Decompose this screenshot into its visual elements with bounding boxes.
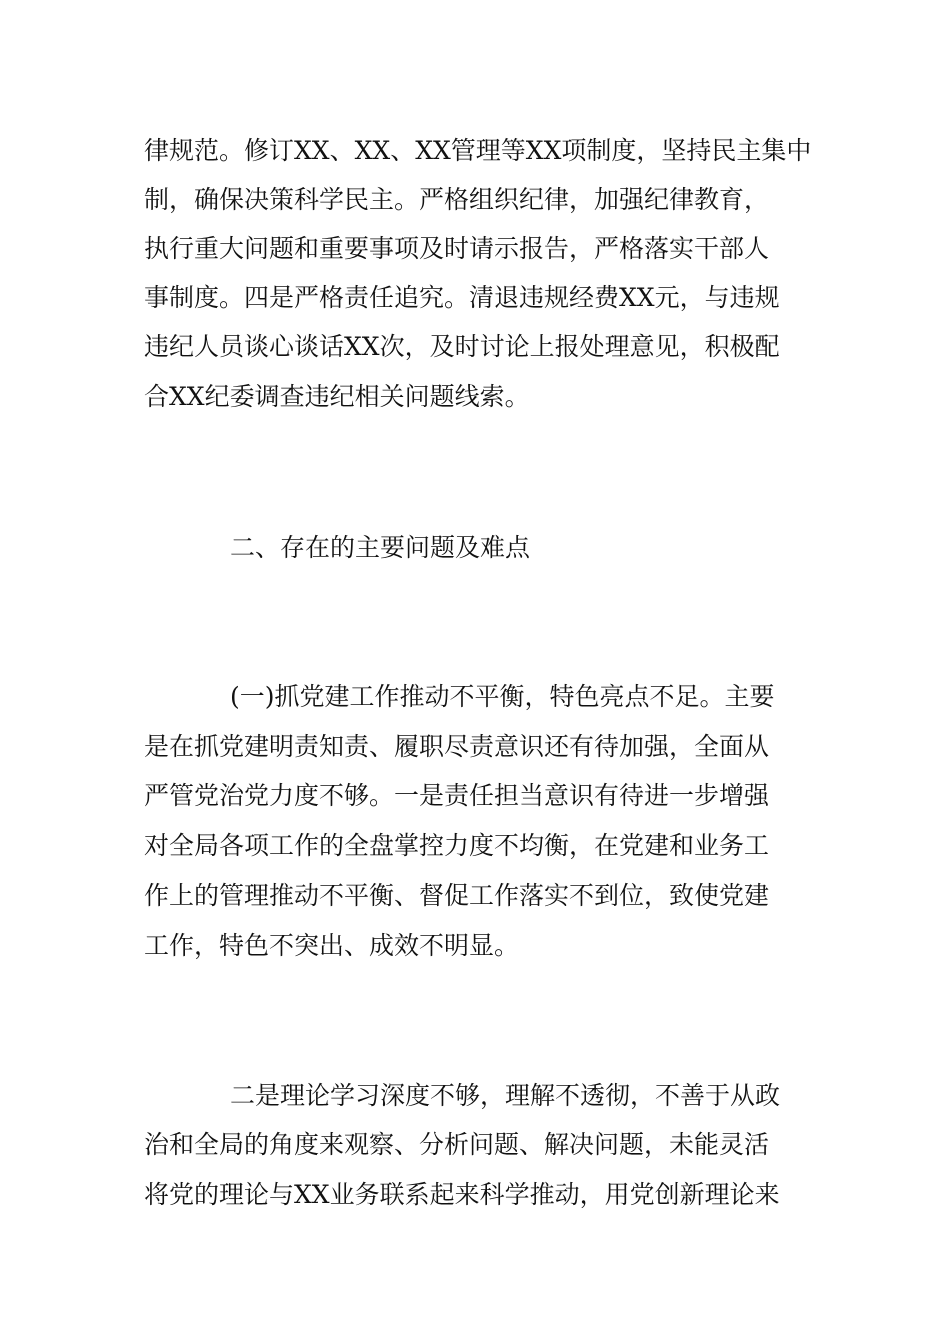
- paragraph-line: 严管党治党力度不够。一是责任担当意识有待进一步增强: [144, 781, 770, 810]
- paragraph-line: 治和全局的角度来观察、分析问题、解决问题，未能灵活: [144, 1130, 770, 1159]
- paragraph-line: 制，确保决策科学民主。严格组织纪律，加强纪律教育，: [144, 185, 770, 214]
- paragraph-line: 工作，特色不突出、成效不明显。: [144, 931, 520, 960]
- paragraph-line: 对全局各项工作的全盘掌控力度不均衡，在党建和业务工: [144, 831, 770, 860]
- section-heading: 二、存在的主要问题及难点: [230, 533, 531, 562]
- paragraph-line: 二是理论学习深度不够，理解不透彻，不善于从政: [230, 1081, 781, 1110]
- paragraph-line: 律规范。修订XX、XX、XX管理等XX项制度，坚持民主集中: [144, 136, 812, 165]
- paragraph-line: 是在抓党建明责知责、履职尽责意识还有待加强，全面从: [144, 732, 770, 761]
- paragraph-line: 合XX纪委调查违纪相关问题线索。: [144, 382, 530, 411]
- paragraph-line: 违纪人员谈心谈话XX次，及时讨论上报处理意见，积极配: [144, 332, 780, 361]
- paragraph-line: 事制度。四是严格责任追究。清退违规经费XX元，与违规: [144, 283, 780, 312]
- paragraph-line: 作上的管理推动不平衡、督促工作落实不到位，致使党建: [144, 881, 770, 910]
- paragraph-line: 执行重大问题和重要事项及时请示报告，严格落实干部人: [144, 234, 770, 263]
- paragraph-line: 将党的理论与XX业务联系起来科学推动，用党创新理论来: [144, 1180, 780, 1209]
- paragraph-line: (一)抓党建工作推动不平衡，特色亮点不足。主要: [230, 682, 775, 711]
